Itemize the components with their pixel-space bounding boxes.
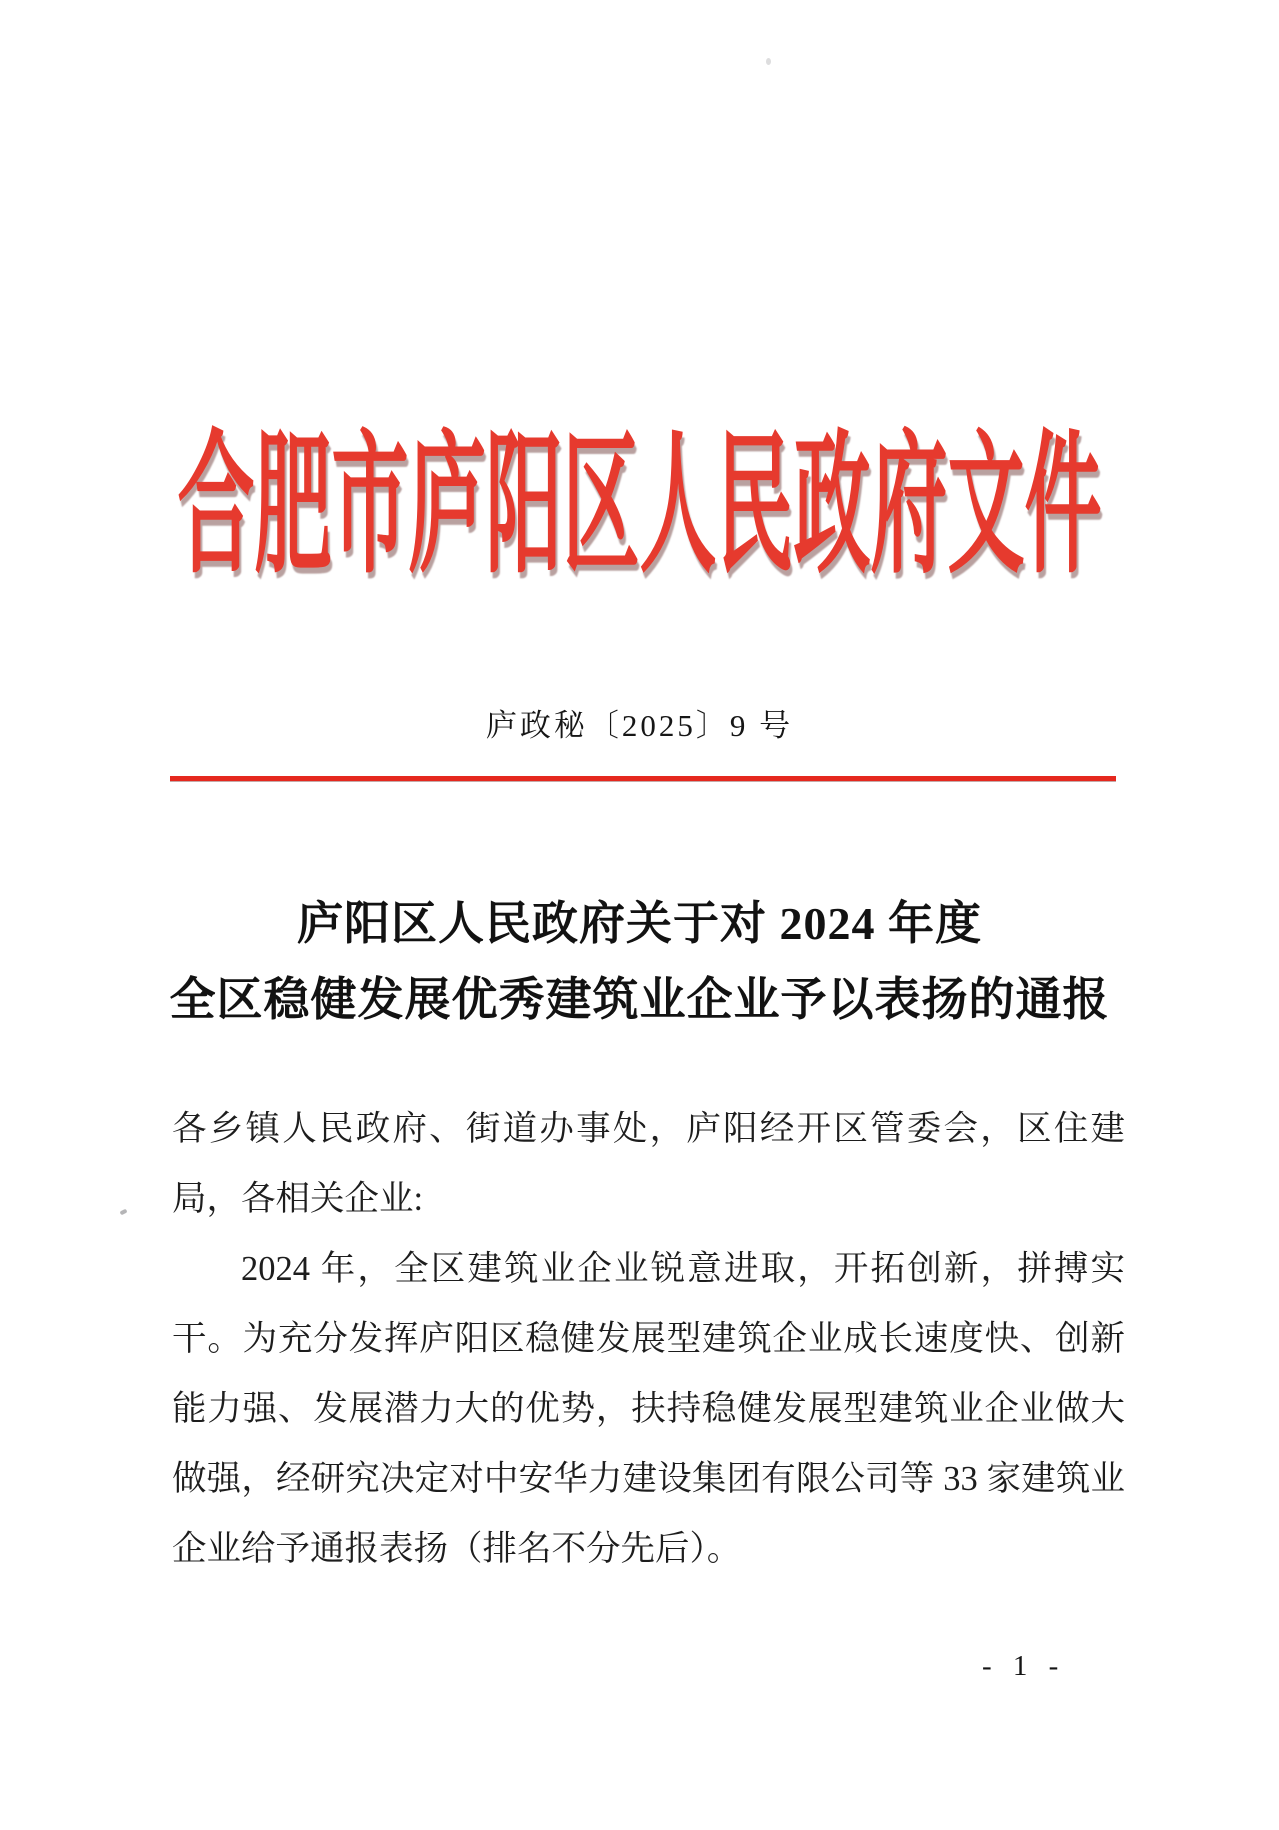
scan-speck-top [766,58,771,65]
document-number: 庐政秘〔2025〕9 号 [485,708,794,743]
document-title-line1: 庐阳区人民政府关于对 2024 年度 [297,898,982,949]
body-paragraph: 2024 年，全区建筑业企业锐意进取，开拓创新，拼搏实干。为充分发挥庐阳区稳健发展型建筑企业成长速度快、创新能力强、发展潜力大的优势，扶持稳健发展型建筑业企业做大做强，经研究决定对中安华力建设集团有限公司等 33 家建筑业企业给予通报表扬（排名不分先后）。 [172,1250,1125,1568]
document-title-line2: 全区稳健发展优秀建筑业企业予以表扬的通报 [169,974,1110,1025]
document-title [0,886,1279,1038]
salutation-paragraph: 各乡镇人民政府、街道办事处，庐阳经开区管委会，区住建局，各相关企业: [172,1110,1125,1218]
red-divider-line [170,776,1116,781]
document-body [172,1094,1125,1584]
page-number: - 1 - [982,1650,1061,1682]
scan-speck-left [119,1209,127,1216]
letterhead-title: 合肥市庐阳区人民政府文件 [177,420,1102,592]
